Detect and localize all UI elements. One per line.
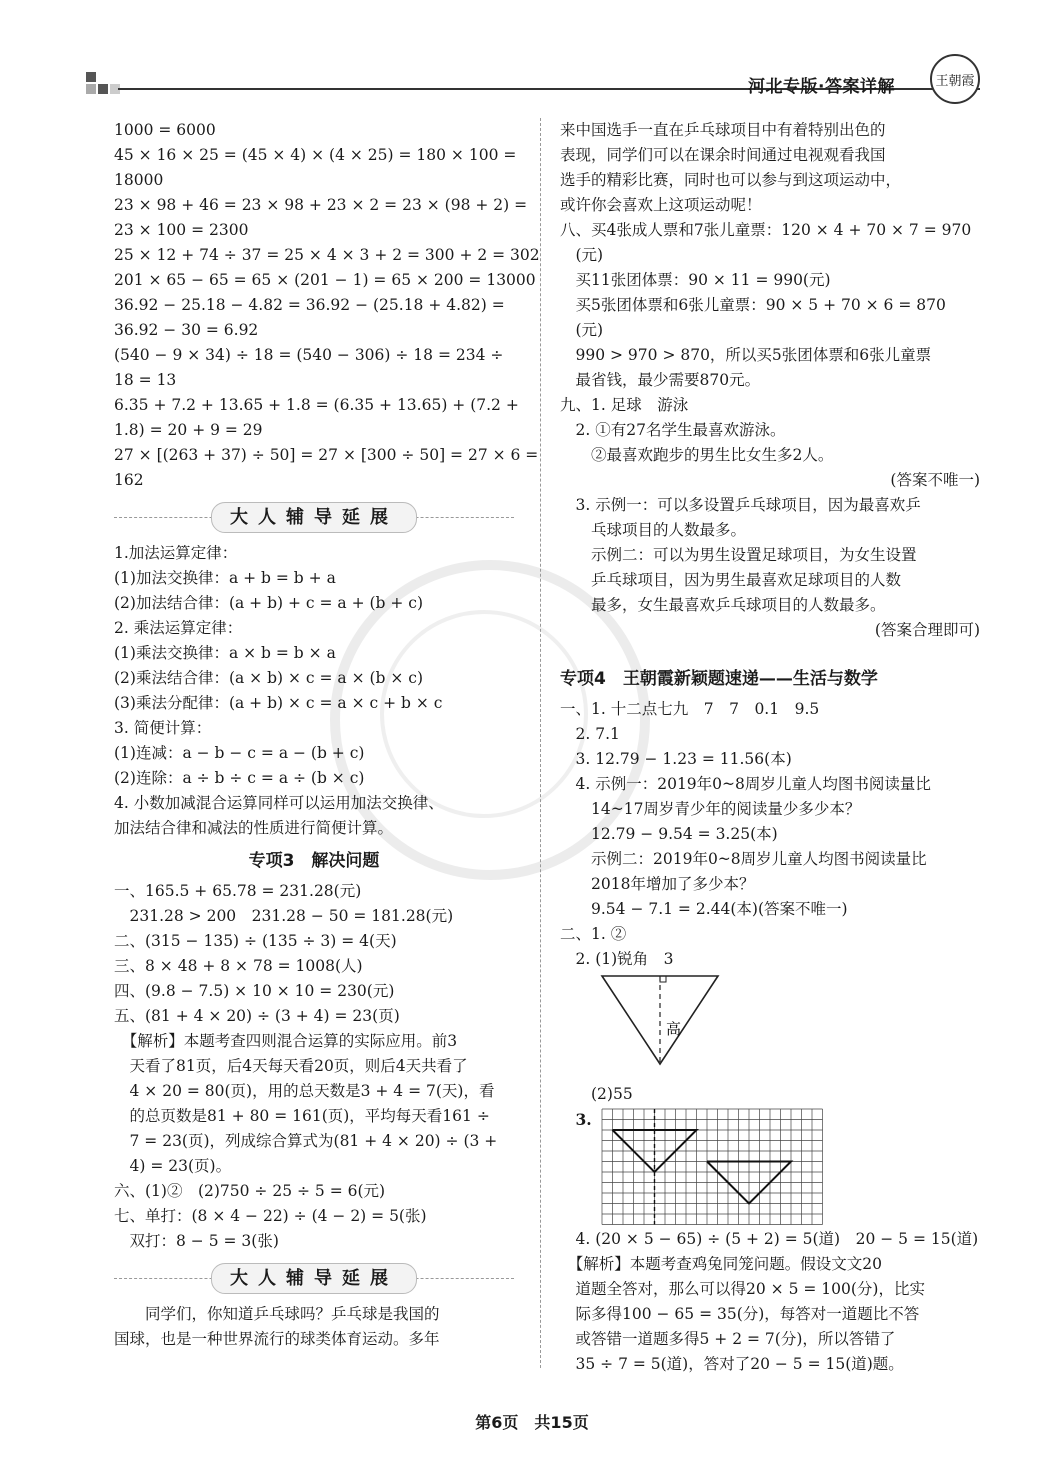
text-line: 9.54 − 7.1 = 2.44(本)(答案不唯一) <box>560 900 848 918</box>
text-line: 18000 <box>114 171 164 189</box>
text-line: 示例二：可以为男生设置足球项目，为女生设置 <box>560 546 917 564</box>
text-line: (2)连除：a ÷ b ÷ c = a ÷ (b × c) <box>114 769 365 787</box>
banner-title-2: 大人辅导延展 <box>211 1263 417 1294</box>
text-line: 或许你会喜欢上这项运动呢！ <box>560 196 762 214</box>
text-line: 2. 7.1 <box>560 725 620 743</box>
text-line: 18 = 13 <box>114 371 177 389</box>
text-line: 2. 乘法运算定律： <box>114 619 243 637</box>
text-line: 六、(1)② (2)750 ÷ 25 ÷ 5 = 6(元) <box>114 1182 386 1200</box>
text-line: 国球，也是一种世界流行的球类体育运动。多年 <box>114 1330 440 1348</box>
note-reasonable: (答案合理即可) <box>874 621 980 639</box>
laws-list <box>114 541 514 841</box>
text-line: 1.8) = 20 + 9 = 29 <box>114 421 263 439</box>
text-line: 4 × 20 = 80(页)，用的总天数是3 + 4 = 7(天)，看 <box>114 1082 495 1100</box>
text-line: (2)加法结合律：(a + b) + c = a + (b + c) <box>114 594 424 612</box>
text-line: ②最喜欢跑步的男生比女生多2人。 <box>560 446 834 464</box>
text-line: 道题全答对，那么可以得20 × 5 = 100(分)，比实 <box>560 1280 925 1298</box>
triangle-figure <box>560 972 980 1082</box>
text-line: 最省钱，最少需要870元。 <box>560 371 761 389</box>
text-line: 35 ÷ 7 = 5(道)，答对了20 − 5 = 15(道)题。 <box>560 1355 904 1373</box>
text-line: 三、8 × 48 + 8 × 78 = 1008(人) <box>114 957 363 975</box>
text-line: 4) = 23(页)。 <box>114 1157 232 1175</box>
text-line: 七、单打：(8 × 4 − 22) ÷ (4 − 2) = 5(张) <box>114 1207 427 1225</box>
pingpong-continued <box>560 118 980 218</box>
answer-2-2: (2)55 <box>560 1085 633 1103</box>
section4-title: 专项4 王朝霞新颖题速递——生活与数学 <box>560 669 878 689</box>
text-line: (元) <box>560 246 604 264</box>
column-divider <box>540 118 541 1368</box>
section3-title: 专项3 解决问题 <box>248 851 380 871</box>
text-line: 买5张团体票和6张儿童票：90 × 5 + 70 × 6 = 870 <box>560 296 946 314</box>
text-line: 4. 小数加减混合运算同样可以运用加法交换律、 <box>114 794 444 812</box>
brand-logo-icon <box>930 54 980 104</box>
section3-answers <box>114 879 514 1254</box>
text-line: 990 > 970 > 870，所以买5张团体票和6张儿童票 <box>560 346 932 364</box>
text-line: 162 <box>114 471 144 489</box>
logo-text: 王朝霞 <box>935 73 975 89</box>
text-line: 二、1. ② <box>560 925 627 943</box>
grid-drawing-icon <box>600 1107 830 1227</box>
text-line: (540 − 9 × 34) ÷ 18 = (540 − 306) ÷ 18 = 234 ÷ <box>114 346 504 364</box>
text-line: 2. (1)锐角 3 <box>560 950 674 968</box>
calc-lines <box>114 118 540 493</box>
text-line: 表现，同学们可以在课余时间通过电视观看我国 <box>560 146 886 164</box>
text-line: 201 × 65 − 65 = 65 × (201 − 1) = 65 × 200 = 13000 <box>114 271 536 289</box>
text-line: 【解析】本题考查四则混合运算的实际应用。前3 <box>114 1032 458 1050</box>
text-line: 1.加法运算定律： <box>114 544 238 562</box>
text-line: 4. 示例一：2019年0~8周岁儿童人均图书阅读量比 <box>560 775 931 793</box>
text-line: 23 × 100 = 2300 <box>114 221 249 239</box>
text-line: (元) <box>560 321 604 339</box>
text-line: 买11张团体票：90 × 11 = 990(元) <box>560 271 831 289</box>
text-line: 二、(315 − 135) ÷ (135 ÷ 3) = 4(天) <box>114 932 397 950</box>
text-line: 九、1. 足球 游泳 <box>560 396 689 414</box>
text-line: 45 × 16 × 25 = (45 × 4) × (4 × 25) = 180 × 100 = <box>114 146 517 164</box>
parent-guide-banner <box>114 497 514 537</box>
answer-eight <box>560 218 980 393</box>
text-line: 五、(81 + 4 × 20) ÷ (3 + 4) = 23(页) <box>114 1007 400 1025</box>
text-line: 1000 = 6000 <box>114 121 216 139</box>
height-label: 高 <box>666 1020 682 1038</box>
text-line: 2. ①有27名学生最喜欢游泳。 <box>560 421 786 439</box>
header-title: 河北专版·答案详解 <box>748 77 895 97</box>
text-line: 乓球项目的人数最多。 <box>560 521 747 539</box>
text-line: 一、165.5 + 65.78 = 231.28(元) <box>114 882 362 900</box>
text-line: (1)加法交换律：a + b = b + a <box>114 569 336 587</box>
answer-nine <box>560 393 980 468</box>
text-line: 双打：8 − 5 = 3(张) <box>114 1232 279 1250</box>
right-column <box>560 118 980 1377</box>
section4-answers-b <box>560 1227 980 1377</box>
note-not-unique: (答案不唯一) <box>890 471 980 489</box>
page-footer: 第6页 共15页 <box>475 1413 589 1432</box>
text-line: 或答错一道题多得5 + 2 = 7(分)，所以答错了 <box>560 1330 896 1348</box>
text-line: 7 = 23(页)，列成综合算式为(81 + 4 × 20) ÷ (3 + <box>114 1132 498 1150</box>
text-line: 四、(9.8 − 7.5) × 10 × 10 = 230(元) <box>114 982 395 1000</box>
text-line: 的总页数是81 + 80 = 161(页)，平均每天看161 ÷ <box>114 1107 490 1125</box>
text-line: 6.35 + 7.2 + 13.65 + 1.8 = (6.35 + 13.65) + (7.2 + <box>114 396 519 414</box>
text-line: 3. 简便计算： <box>114 719 212 737</box>
text-line: 3. 示例一：可以多设置乒乓球项目，因为最喜欢乒 <box>560 496 921 514</box>
text-line: 12.79 − 9.54 = 3.25(本) <box>560 825 778 843</box>
triangle-icon <box>600 972 740 1082</box>
text-line: 36.92 − 30 = 6.92 <box>114 321 259 339</box>
text-line: 25 × 12 + 74 ÷ 37 = 25 × 4 × 3 + 2 = 300 + 2 = 302 <box>114 246 540 264</box>
text-line: 一、1. 十二点七九 7 7 0.1 9.5 <box>560 700 820 718</box>
text-line: 示例二：2019年0~8周岁儿童人均图书阅读量比 <box>560 850 927 868</box>
text-line: 4. (20 × 5 − 65) ÷ (5 + 2) = 5(道) 20 − 5 = 15(道) <box>560 1230 979 1248</box>
banner-title: 大人辅导延展 <box>211 502 417 533</box>
text-line: 最多，女生最喜欢乒乓球项目的人数最多。 <box>560 596 886 614</box>
text-line: 3. 12.79 − 1.23 = 11.56(本) <box>560 750 792 768</box>
text-line: 际多得100 − 65 = 35(分)，每答对一道题比不答 <box>560 1305 920 1323</box>
text-line: (1)乘法交换律：a × b = b × a <box>114 644 336 662</box>
text-line: 14~17周岁青少年的阅读量少多少本？ <box>560 800 861 818</box>
section4-answers <box>560 697 980 972</box>
text-line: 同学们，你知道乒乓球吗？乒乓球是我国的 <box>114 1305 440 1323</box>
text-line: 231.28 > 200 231.28 − 50 = 181.28(元) <box>114 907 454 925</box>
answer-nine-3 <box>560 493 980 618</box>
text-line: (1)连减：a − b − c = a − (b + c) <box>114 744 365 762</box>
text-line: (3)乘法分配律：(a + b) × c = a × c + b × c <box>114 694 443 712</box>
text-line: 选手的精彩比赛，同时也可以参与到这项运动中， <box>560 171 902 189</box>
text-line: 八、买4张成人票和7张儿童票：120 × 4 + 70 × 7 = 970 <box>560 221 972 239</box>
text-line: 23 × 98 + 46 = 23 × 98 + 23 × 2 = 23 × (98 + 2) = <box>114 196 528 214</box>
grid-figure <box>560 1107 980 1227</box>
text-line: 乒乓球项目，因为男生最喜欢足球项目的人数 <box>560 571 902 589</box>
text-line: 36.92 − 25.18 − 4.82 = 36.92 − (25.18 + 4.82) = <box>114 296 505 314</box>
text-line: (2)乘法结合律：(a × b) × c = a × (b × c) <box>114 669 424 687</box>
text-line: 27 × [(263 + 37) ÷ 50] = 27 × [300 ÷ 50] = 27 × 6 = <box>114 446 539 464</box>
text-line: 【解析】本题考查鸡兔同笼问题。假设文文20 <box>560 1255 882 1273</box>
text-line: 2018年增加了多少本？ <box>560 875 755 893</box>
pingpong-text <box>114 1302 514 1352</box>
text-line: 天看了81页，后4天每天看20页，则后4天共看了 <box>114 1057 468 1075</box>
grid-label: 3. <box>560 1110 592 1129</box>
left-column <box>114 118 540 1352</box>
parent-guide-banner-2 <box>114 1258 514 1298</box>
text-line: 来中国选手一直在乒乓球项目中有着特别出色的 <box>560 121 886 139</box>
text-line: 加法结合律和减法的性质进行简便计算。 <box>114 819 394 837</box>
